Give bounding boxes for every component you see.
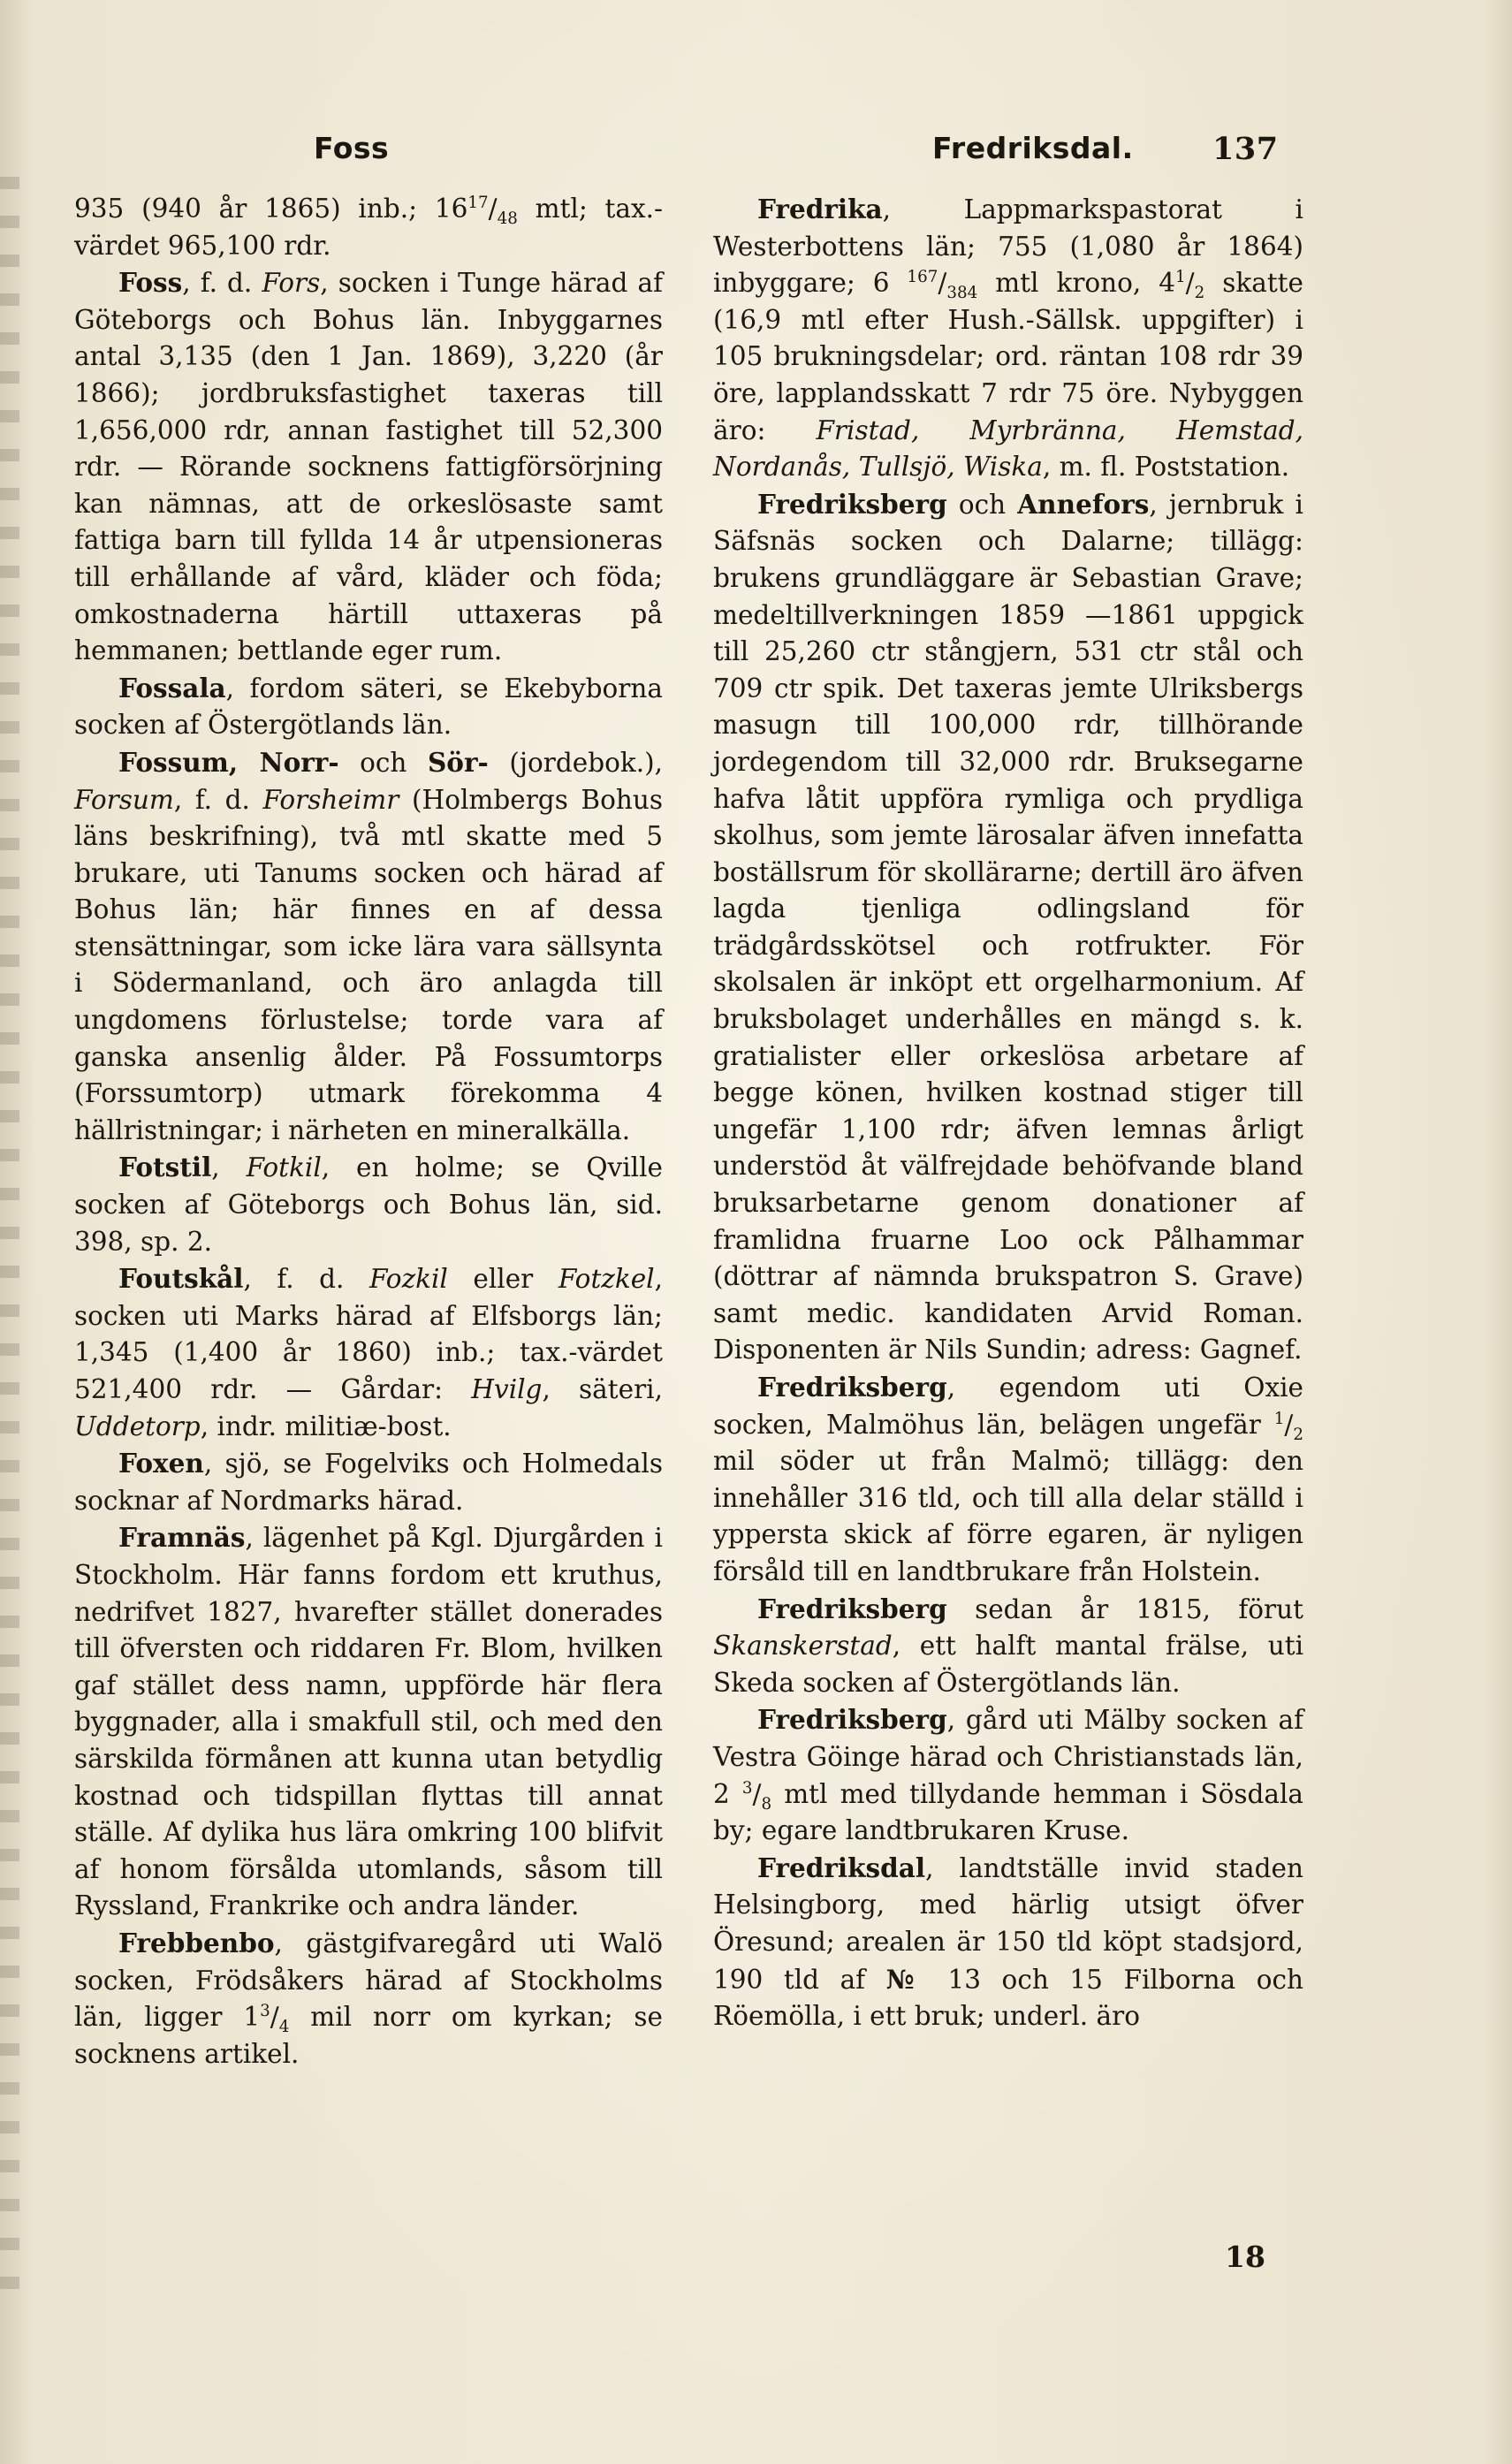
dictionary-entry (74, 744, 663, 1150)
entry-text: , fordom säteri, se Ekebyborna socken af Östergötlands län. (74, 673, 663, 741)
dictionary-entry (713, 1591, 1303, 1702)
fraction-numerator: 3 (741, 1778, 753, 1798)
entry-text: , indr. militiæ-bost. (200, 1411, 452, 1441)
fraction-numerator: 1 (1273, 1409, 1285, 1428)
entry-text: , landtställe invid staden Helsingborg, med härlig utsigt öfver Öresund; arealen är 150 tld köpt stadsjord, 190 tld af (713, 1852, 1303, 1995)
entry-text: , f. d. (243, 1264, 369, 1295)
dictionary-entry (713, 191, 1303, 486)
entry-text: och (946, 489, 1018, 520)
page-number: 137 (1212, 131, 1279, 167)
entry-headword: Fredriksberg (757, 488, 947, 520)
italic-name: Fors (262, 268, 321, 299)
entry-text: , (211, 1152, 247, 1183)
dictionary-entry (74, 1925, 663, 2072)
entry-text: , säteri, (542, 1374, 663, 1404)
italic-name: Fotkil (246, 1152, 322, 1183)
entry-text: , egendom uti Oxie socken, Malmöhus län, belägen ungefär (713, 1373, 1303, 1440)
entry-text: mil söder ut från Malmö; tillägg: den innehåller 316 tld, och till alla delar ställd i yppersta skick af förre egaren, är nyligen försåld till en landtbrukare från Holstein. (713, 1446, 1303, 1586)
entry-text: , ett halft mantal frälse, uti Skeda socken af Östergötlands län. (713, 1631, 1303, 1698)
fraction-denominator: 384 (946, 284, 978, 303)
dictionary-entry (713, 1369, 1303, 1591)
dictionary-entry (713, 1850, 1303, 2035)
entry-text: 935 (940 år 1865) inb.; 16 (74, 194, 468, 224)
entry-text: , jernbruk i Säfsnäs socken och Dalarne; tillägg: brukens grundläggare är Sebastian Grave; medeltillverkningen 1859 —1861 uppgick till 25,260 ctr stångjern, 531 ctr stål och 709 ctr spik. Det taxeras jemte Ulriksbergs masugn till 100,000 rdr, tillhörande jordegendom till 32,000 rdr. Bruksegarne hafva låtit uppföra rymliga och prydliga skolhus, som jemte lärosalar äfven innefatta boställsrum för skollärarne; dertill äro äfven lagda tjenliga odlingsland för trädgårdsskötsel och rotfrukter. För skolsalen är inköpt ett orgelharmonium. Af bruksbolaget underhålles en mängd s. k. gratialister eller orkeslösa arbetare af begge könen, hvilken kostnad stiger till ungefär 1,100 rdr; äfven lemnas årligt understöd åt välfrejdade behöfvande bland bruksarbetarne genom donationer af framlidna fruarne Loo ock Pålhammar (döttrar af nämnda brukspatron S. Grave) samt medic. kandidaten Arvid Roman. Disponenten är Nils Sundin; adress: Gagnef. (713, 489, 1303, 1365)
fraction-numerator: 1 (1175, 268, 1186, 287)
entry-text: och (338, 747, 428, 778)
dictionary-entry (74, 1519, 663, 1925)
italic-name: Forsum (74, 784, 174, 815)
entry-headword: Fredriksdal (757, 1852, 926, 1883)
entry-text: eller (447, 1264, 558, 1295)
entry-text: , Lappmarkspastorat i Westerbottens län; 755 (1,080 år 1864) inbyggare; 6 (713, 194, 1303, 299)
fraction-denominator: 48 (497, 209, 518, 228)
signature-mark: 18 (1225, 2240, 1265, 2274)
italic-name: Fozkil (369, 1264, 448, 1295)
entry-text: / (1185, 268, 1195, 299)
fraction-denominator: 4 (278, 2017, 290, 2036)
italic-name: Fotzkel (558, 1264, 655, 1295)
entry-headword: Foss (118, 267, 183, 299)
entry-text: , en holme; se Qville socken af Göteborgs och Bohus län, sid. 398, sp. 2. (74, 1152, 663, 1257)
entry-headword: Foxen (118, 1448, 204, 1479)
entry-text: , f. d. (173, 784, 263, 815)
dictionary-entry (74, 1260, 663, 1445)
italic-name: Fristad, Myrbränna, Hemstad, Nordanås, Tullsjö, Wiska (713, 414, 1303, 483)
entry-text: , sjö, se Fogelviks och Holmedals socknar af Nordmarks härad. (74, 1449, 663, 1516)
dictionary-entry (74, 191, 663, 264)
binding-gutter-shadow (0, 177, 19, 2298)
entry-text: sedan år 1815, förut (946, 1593, 1303, 1624)
entry-text: / (270, 2002, 279, 2033)
running-head-right: Fredriksdal. (932, 131, 1134, 165)
entry-text: / (752, 1778, 762, 1809)
entry-text: , socken uti Marks härad af Elfsborgs län; 1,345 (1,400 år 1860) inb.; tax.-värdet 521,400 rdr. — Gårdar: (74, 1264, 663, 1404)
dictionary-entry (74, 670, 663, 744)
entry-headword: Annefors (1017, 488, 1150, 520)
dictionary-entry (713, 486, 1303, 1369)
entry-text: / (488, 194, 498, 224)
entry-headword: Fredriksberg (757, 1704, 947, 1736)
entry-headword: Fossala (118, 672, 226, 703)
entry-text: / (938, 268, 947, 299)
entry-text: , m. fl. Poststation. (1042, 452, 1290, 483)
italic-name: Uddetorp (74, 1411, 201, 1441)
entry-headword: Fossum, Norr- (118, 746, 339, 778)
fraction-denominator: 2 (1194, 284, 1205, 303)
running-head-left: Foss (314, 131, 390, 165)
entry-text: , f. d. (182, 268, 262, 299)
entry-headword: Sör- (428, 746, 489, 778)
entry-headword: Fotstil (118, 1152, 212, 1183)
entry-headword: № (885, 1963, 927, 1995)
entry-text: , gård uti Mälby socken af Vestra Göinge härad och Christianstads län, 2 (713, 1705, 1303, 1809)
fraction-numerator: 3 (260, 2002, 270, 2021)
entry-text: mtl med tillydande hemman i Sösdala by; egare landtbrukaren Kruse. (713, 1778, 1303, 1846)
left-column (74, 191, 663, 2072)
entry-text: (Holmbergs Bohus läns beskrifning), två mtl skatte med 5 brukare, uti Tanums socken och härad af Bohus län; här finnes en af dessa stensättningar, som icke lära vara sällsynta i Södermanland, och äro anlagda till ungdomens förlustelse; torde vara af ganska ansenlig ålder. På Fossumtorps (Forssumtorp) utmark förekomma 4 hällristningar; i närheten en mineralkälla. (74, 784, 664, 1145)
entry-headword: Framnäs (118, 1522, 246, 1554)
entry-text: (jordebok.), (488, 747, 663, 778)
entry-text: , lägenhet på Kgl. Djurgården i Stockholm. Här fanns fordom ett kruthus, nedrifvet 1827, hvarefter stället donerades till öfversten och riddaren Fr. Blom, hvilken gaf stället dess namn, uppförde här flera byggnader, alla i smakfull stil, och med den särskilda förmånen att kunna utan betydlig kostnad och tidspillan flyttas till annat ställe. Af dylika hus lära omkring 100 blifvit af honom försålda utomlands, såsom till Ryssland, Frankrike och andra länder. (74, 1523, 663, 1921)
italic-name: Hvilg (471, 1374, 543, 1404)
dictionary-entry (74, 1149, 663, 1260)
entry-headword: Fredriksberg (757, 1372, 947, 1403)
entry-text: skatte (16,9 mtl efter Hush.-Sällsk. uppgifter) i 105 brukningsdelar; ord. räntan 108 rdr 39 öre, lapplandsskatt 7 rdr 75 öre. Nybyggen äro: (713, 268, 1303, 445)
entry-text: mtl; tax.-värdet 965,100 rdr. (74, 194, 663, 261)
entry-headword: Foutskål (118, 1263, 244, 1295)
entry-headword: Fredriksberg (757, 1593, 947, 1624)
dictionary-entry (74, 264, 663, 670)
fraction-numerator: 17 (467, 194, 489, 213)
fraction-denominator: 8 (761, 1794, 772, 1814)
entry-headword: Fredrika (757, 194, 883, 224)
right-column (713, 191, 1303, 2035)
fraction-numerator: 167 (907, 268, 938, 287)
dictionary-entry (74, 1445, 663, 1519)
entry-text: , gästgifvaregård uti Walö socken, Frödsåkers härad af Stockholms län, ligger 1 (74, 1928, 663, 2033)
entry-text: / (1284, 1409, 1294, 1440)
entry-text: mil norr om kyrkan; se socknens artikel. (74, 2002, 663, 2069)
entry-text: 13 och 15 Filborna och Röemölla, i ett bruk; underl. äro (713, 1964, 1303, 2032)
entry-text: mtl krono, 4 (977, 268, 1176, 299)
dictionary-entry (713, 1701, 1303, 1849)
fraction-denominator: 2 (1293, 1425, 1303, 1444)
italic-name: Skanskerstad (713, 1631, 893, 1662)
entry-text: , socken i Tunge härad af Göteborgs och Bohus län. Inbyggarnes antal 3,135 (den 1 Jan. 1869), 3,220 (år 1866); jordbruksfastighet taxeras till 1,656,000 rdr, annan fastighet till 52,300 rdr. — Rörande socknens fattigförsörjning kan nämnas, att de orkeslösaste samt fattiga barn till fyllda 14 år utpensioneras till erhållande af vård, kläder och föda; omkostnaderna härtill uttaxeras på hemmanen; bettlande eger rum. (74, 268, 663, 666)
entry-headword: Frebbenbo (118, 1927, 275, 1958)
italic-name: Forsheimr (262, 784, 399, 815)
